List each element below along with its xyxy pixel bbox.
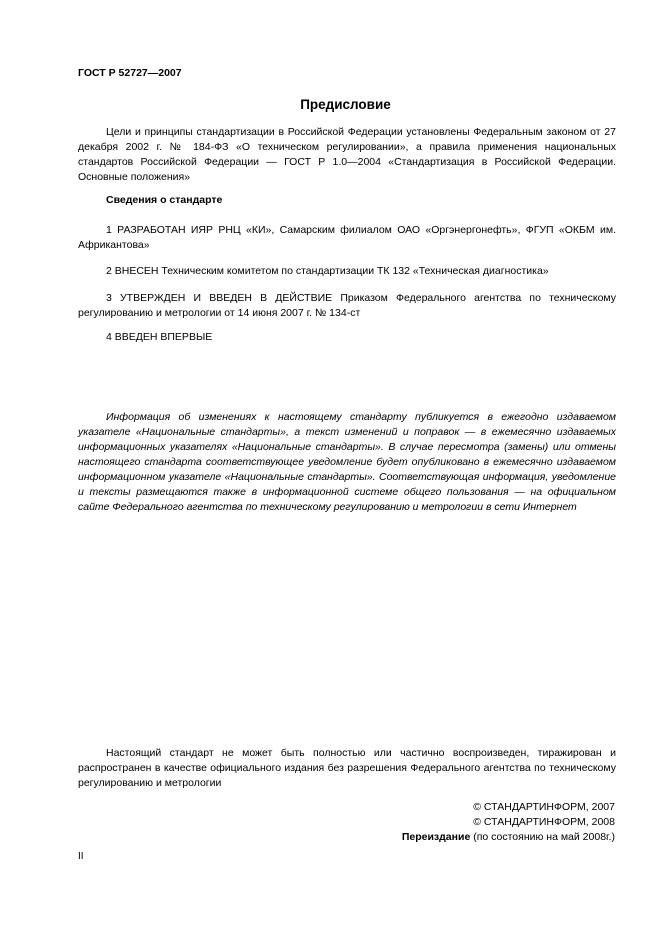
notice-paragraph: Информация об изменениях к настоящему стандарту публикуется в ежегодно издаваемом указателе «Национальные стандарты», а текст изменений и поправок — в ежемесячно издаваемых информационных указателях «Национальные стандарты». В случае пересмотра (замены) или отмены настоящего стандарта соответствующее уведомление будет опубликовано в ежемесячно издаваемом информационном указателе «Национальные стандарты». Соответствующая информация, уведомление и тексты размещаются также в информационной системе общего пользования — на официальном сайте Федерального агентства по техническому регулированию и метрологии в сети Интернет xyxy=(78,411,616,513)
document-header: ГОСТ Р 52727—2007 xyxy=(78,67,182,79)
info-item-4: 4 ВВЕДЕН ВПЕРВЫЕ xyxy=(106,331,213,343)
page-title: Предисловие xyxy=(300,97,391,112)
intro-paragraph: Цели и принципы стандартизации в Российской Федерации установлены Федеральным законом от 27 декабря 2002 г. № 184-ФЗ «О техническом регулировании», а правила применения национальных стандартов Российской Федерации — ГОСТ Р 1.0—2004 «Стандартизация в Российской Федерации. Основные положения» xyxy=(78,126,616,183)
info-item-3: 3 УТВЕРЖДЕН И ВВЕДЕН В ДЕЙСТВИЕ Приказом Федерального агентства по техническому регулированию и метрологии от 14 июня 2007 г. № 134-ст xyxy=(78,292,616,319)
info-heading: Сведения о стандарте xyxy=(106,194,223,206)
reissue-note: (по состоянию на май 2008г.) xyxy=(470,831,615,843)
copyright-line-2: © СТАНДАРТИНФОРМ, 2008 xyxy=(473,816,615,828)
reissue-line xyxy=(402,830,615,845)
copyright-line-1: © СТАНДАРТИНФОРМ, 2007 xyxy=(473,801,615,813)
info-item-2: 2 ВНЕСЕН Техническим комитетом по стандартизации ТК 132 «Техническая диагностика» xyxy=(106,265,549,277)
info-item-1: 1 РАЗРАБОТАН ИЯР РНЦ «КИ», Самарским филиалом ОАО «Оргэнергонефть», ФГУП «ОКБМ им. Африкантова» xyxy=(78,224,616,251)
reissue-label: Переиздание xyxy=(401,831,471,843)
copyright-notice: Настоящий стандарт не может быть полностью или частично воспроизведен, тиражирован и распространен в качестве официального издания без разрешения Федерального агентства по техническому регулированию и метрологии xyxy=(78,747,616,789)
page-number: II xyxy=(78,851,84,862)
